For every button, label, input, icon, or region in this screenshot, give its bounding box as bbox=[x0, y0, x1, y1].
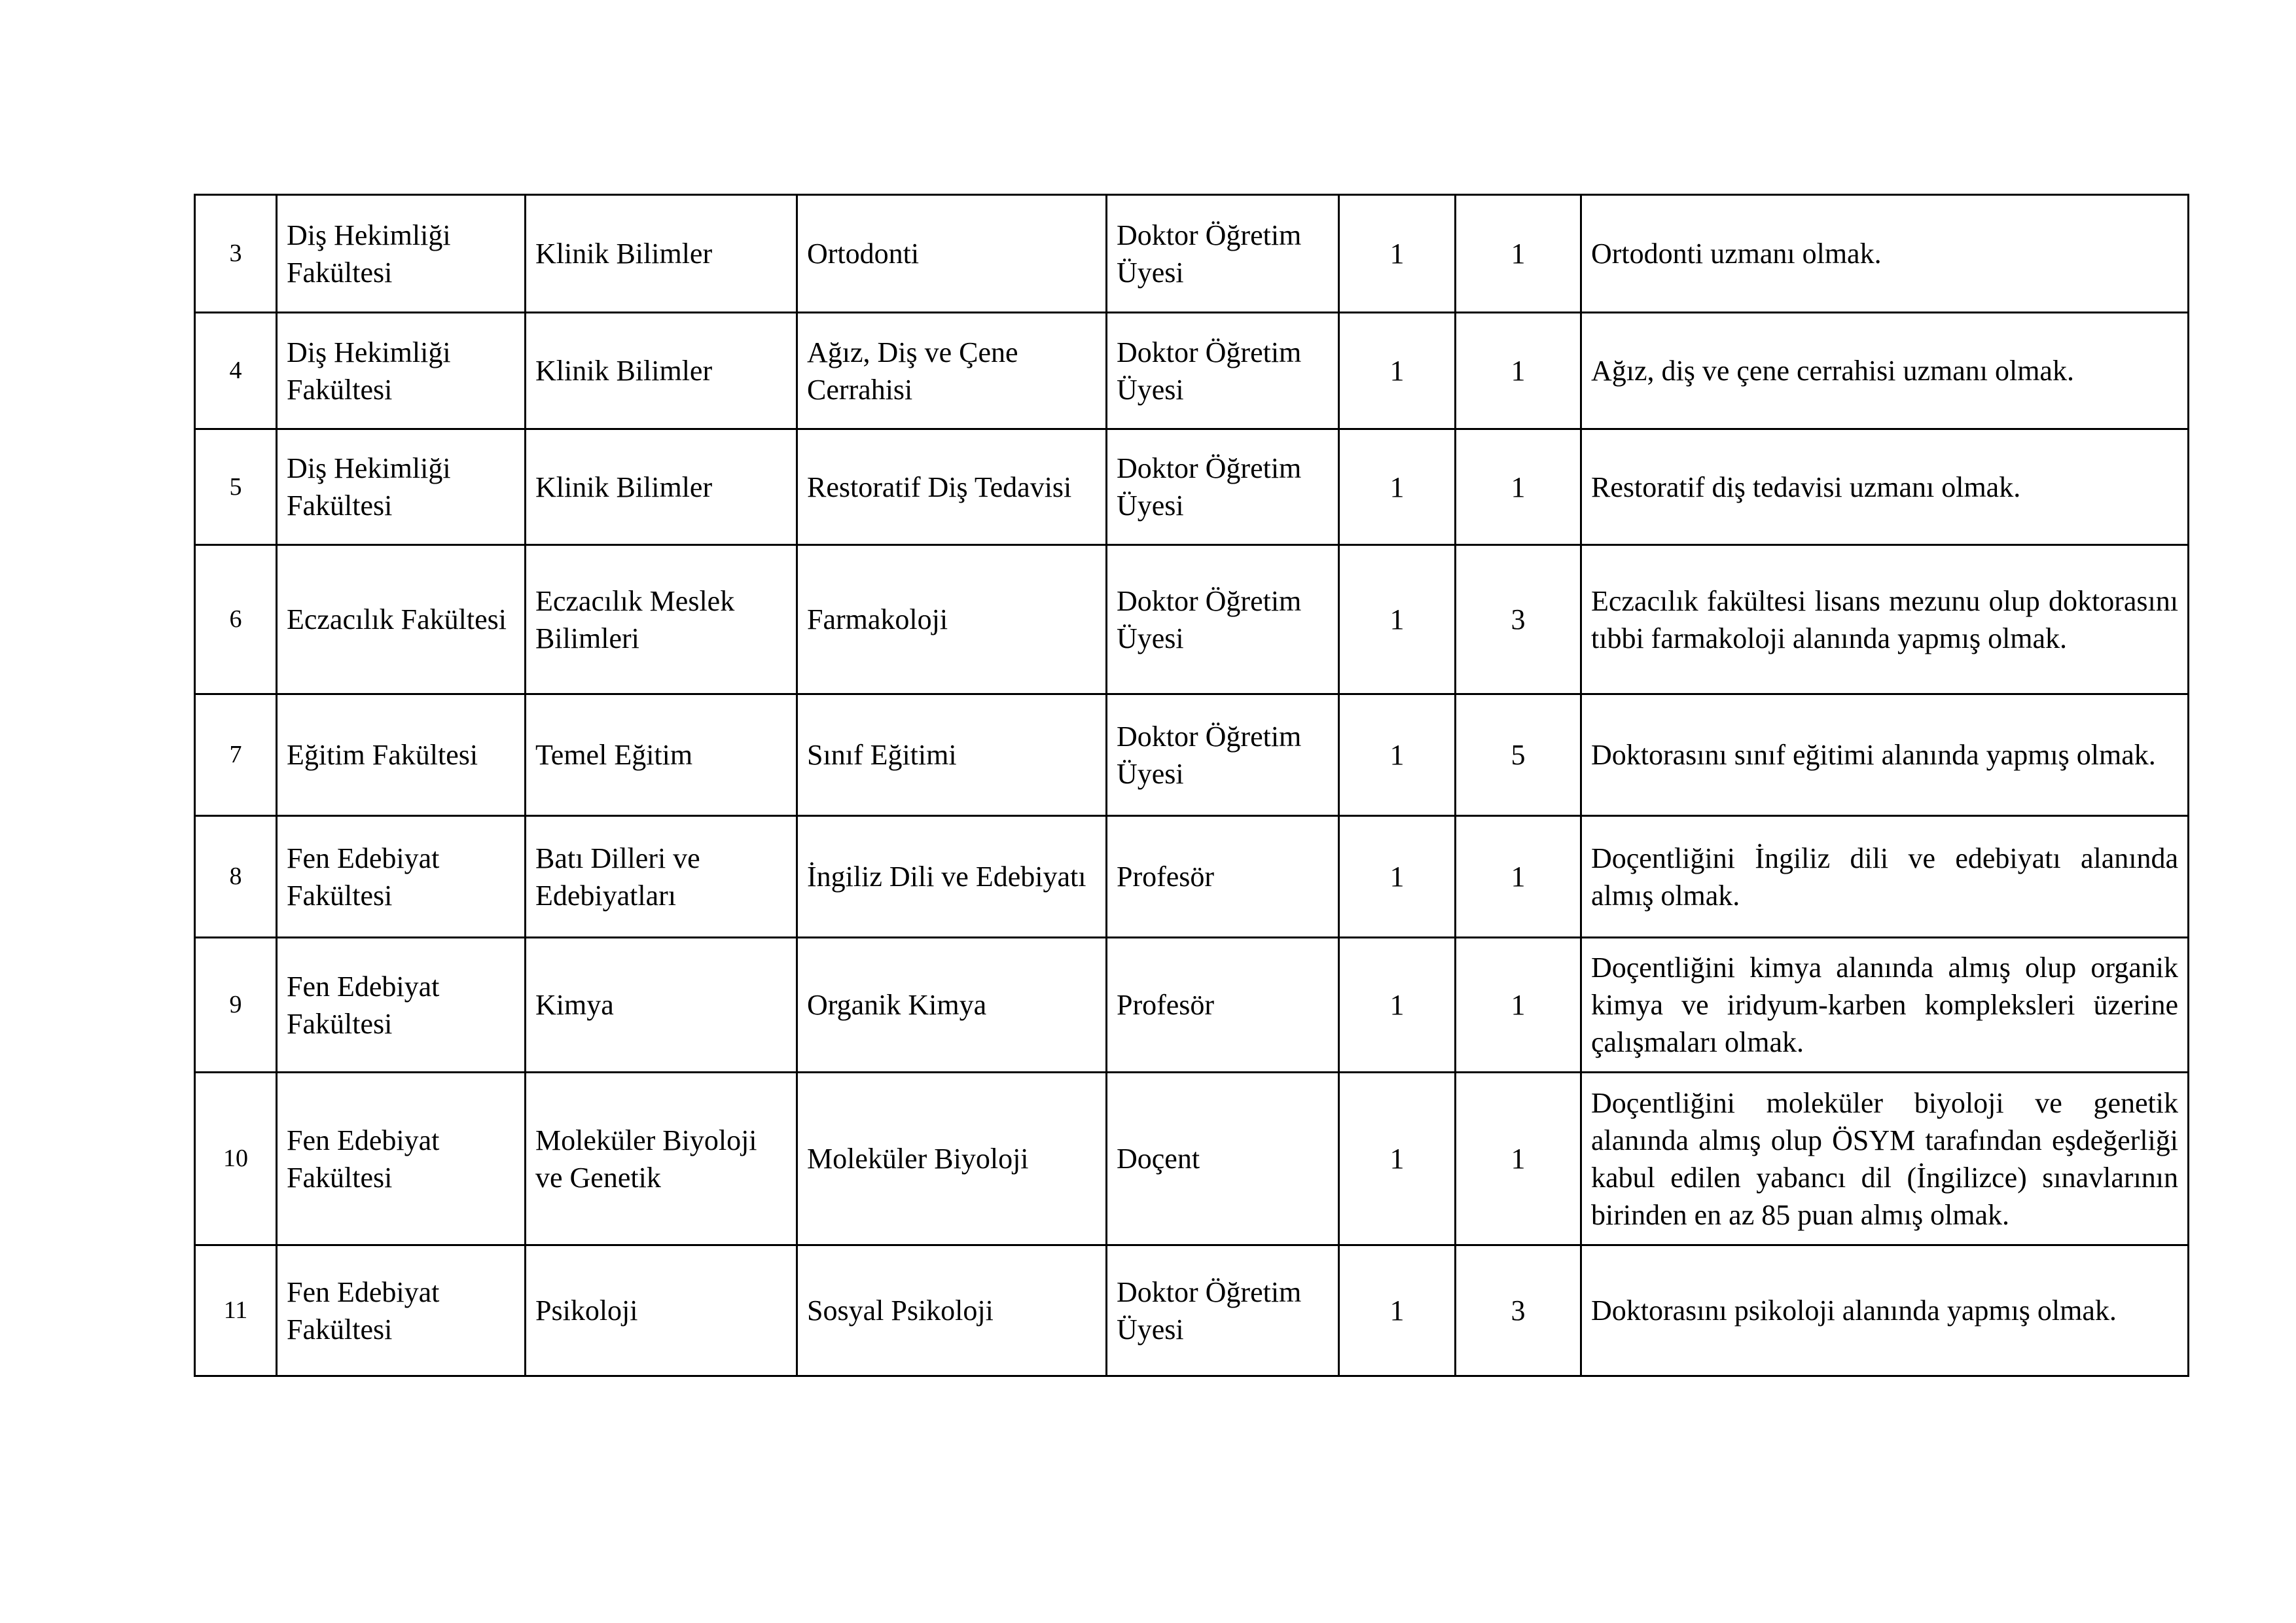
discipline-cell: Organik Kimya bbox=[797, 938, 1107, 1073]
table-body bbox=[195, 195, 2189, 1376]
count-cell: 3 bbox=[1456, 545, 1581, 694]
requirement-cell: Doktorasını sınıf eğitimi alanında yapmış olmak. bbox=[1581, 694, 2189, 816]
department-cell: Klinik Bilimler bbox=[526, 429, 797, 545]
degree-cell: 1 bbox=[1339, 1073, 1456, 1245]
requirement-cell: Doçentliğini kimya alanında almış olup organik kimya ve iridyum-karben kompleksleri üzerine çalışmaları olmak. bbox=[1581, 938, 2189, 1073]
faculty-cell: Fen Edebiyat Fakültesi bbox=[277, 1245, 526, 1376]
degree-cell: 1 bbox=[1339, 313, 1456, 429]
count-cell: 5 bbox=[1456, 694, 1581, 816]
requirement-cell: Doktorasını psikoloji alanında yapmış olmak. bbox=[1581, 1245, 2189, 1376]
requirement-cell: Restoratif diş tedavisi uzmanı olmak. bbox=[1581, 429, 2189, 545]
discipline-cell: Sosyal Psikoloji bbox=[797, 1245, 1107, 1376]
row-number: 5 bbox=[195, 429, 277, 545]
title-cell: Doktor Öğretim Üyesi bbox=[1107, 1245, 1339, 1376]
faculty-cell: Fen Edebiyat Fakültesi bbox=[277, 1073, 526, 1245]
title-cell: Profesör bbox=[1107, 816, 1339, 938]
requirement-cell: Eczacılık fakültesi lisans mezunu olup doktorasını tıbbi farmakoloji alanında yapmış olmak. bbox=[1581, 545, 2189, 694]
row-number: 10 bbox=[195, 1073, 277, 1245]
degree-cell: 1 bbox=[1339, 429, 1456, 545]
degree-cell: 1 bbox=[1339, 816, 1456, 938]
degree-cell: 1 bbox=[1339, 195, 1456, 313]
department-cell: Klinik Bilimler bbox=[526, 313, 797, 429]
row-number: 8 bbox=[195, 816, 277, 938]
title-cell: Profesör bbox=[1107, 938, 1339, 1073]
table-row bbox=[195, 938, 2189, 1073]
requirement-cell: Doçentliğini İngiliz dili ve edebiyatı alanında almış olmak. bbox=[1581, 816, 2189, 938]
row-number: 4 bbox=[195, 313, 277, 429]
faculty-cell: Diş Hekimliği Fakültesi bbox=[277, 195, 526, 313]
count-cell: 1 bbox=[1456, 938, 1581, 1073]
requirement-cell: Ağız, diş ve çene cerrahisi uzmanı olmak. bbox=[1581, 313, 2189, 429]
row-number: 7 bbox=[195, 694, 277, 816]
degree-cell: 1 bbox=[1339, 938, 1456, 1073]
discipline-cell: İngiliz Dili ve Edebiyatı bbox=[797, 816, 1107, 938]
staff-position-table bbox=[194, 194, 2189, 1377]
discipline-cell: Ağız, Diş ve Çene Cerrahisi bbox=[797, 313, 1107, 429]
requirement-cell: Doçentliğini moleküler biyoloji ve genetik alanında almış olup ÖSYM tarafından eşdeğerliği kabul edilen yabancı dil (İngilizce) sınavlarının birinden en az 85 puan almış olmak. bbox=[1581, 1073, 2189, 1245]
row-number: 9 bbox=[195, 938, 277, 1073]
department-cell: Moleküler Biyoloji ve Genetik bbox=[526, 1073, 797, 1245]
degree-cell: 1 bbox=[1339, 545, 1456, 694]
faculty-cell: Eczacılık Fakültesi bbox=[277, 545, 526, 694]
requirement-cell: Ortodonti uzmanı olmak. bbox=[1581, 195, 2189, 313]
row-number: 6 bbox=[195, 545, 277, 694]
title-cell: Doktor Öğretim Üyesi bbox=[1107, 313, 1339, 429]
degree-cell: 1 bbox=[1339, 694, 1456, 816]
discipline-cell: Moleküler Biyoloji bbox=[797, 1073, 1107, 1245]
faculty-cell: Eğitim Fakültesi bbox=[277, 694, 526, 816]
count-cell: 1 bbox=[1456, 195, 1581, 313]
title-cell: Doçent bbox=[1107, 1073, 1339, 1245]
department-cell: Kimya bbox=[526, 938, 797, 1073]
department-cell: Psikoloji bbox=[526, 1245, 797, 1376]
faculty-cell: Fen Edebiyat Fakültesi bbox=[277, 938, 526, 1073]
discipline-cell: Farmakoloji bbox=[797, 545, 1107, 694]
title-cell: Doktor Öğretim Üyesi bbox=[1107, 694, 1339, 816]
discipline-cell: Restoratif Diş Tedavisi bbox=[797, 429, 1107, 545]
title-cell: Doktor Öğretim Üyesi bbox=[1107, 195, 1339, 313]
table-row bbox=[195, 195, 2189, 313]
row-number: 11 bbox=[195, 1245, 277, 1376]
table-row bbox=[195, 313, 2189, 429]
count-cell: 1 bbox=[1456, 429, 1581, 545]
table-row bbox=[195, 545, 2189, 694]
table-row bbox=[195, 694, 2189, 816]
table-row bbox=[195, 1245, 2189, 1376]
faculty-cell: Diş Hekimliği Fakültesi bbox=[277, 429, 526, 545]
department-cell: Batı Dilleri ve Edebiyatları bbox=[526, 816, 797, 938]
table-row bbox=[195, 429, 2189, 545]
discipline-cell: Sınıf Eğitimi bbox=[797, 694, 1107, 816]
department-cell: Temel Eğitim bbox=[526, 694, 797, 816]
department-cell: Eczacılık Meslek Bilimleri bbox=[526, 545, 797, 694]
count-cell: 1 bbox=[1456, 816, 1581, 938]
table-row bbox=[195, 816, 2189, 938]
discipline-cell: Ortodonti bbox=[797, 195, 1107, 313]
count-cell: 1 bbox=[1456, 313, 1581, 429]
row-number: 3 bbox=[195, 195, 277, 313]
degree-cell: 1 bbox=[1339, 1245, 1456, 1376]
department-cell: Klinik Bilimler bbox=[526, 195, 797, 313]
faculty-cell: Diş Hekimliği Fakültesi bbox=[277, 313, 526, 429]
count-cell: 3 bbox=[1456, 1245, 1581, 1376]
table-row bbox=[195, 1073, 2189, 1245]
count-cell: 1 bbox=[1456, 1073, 1581, 1245]
title-cell: Doktor Öğretim Üyesi bbox=[1107, 545, 1339, 694]
title-cell: Doktor Öğretim Üyesi bbox=[1107, 429, 1339, 545]
faculty-cell: Fen Edebiyat Fakültesi bbox=[277, 816, 526, 938]
